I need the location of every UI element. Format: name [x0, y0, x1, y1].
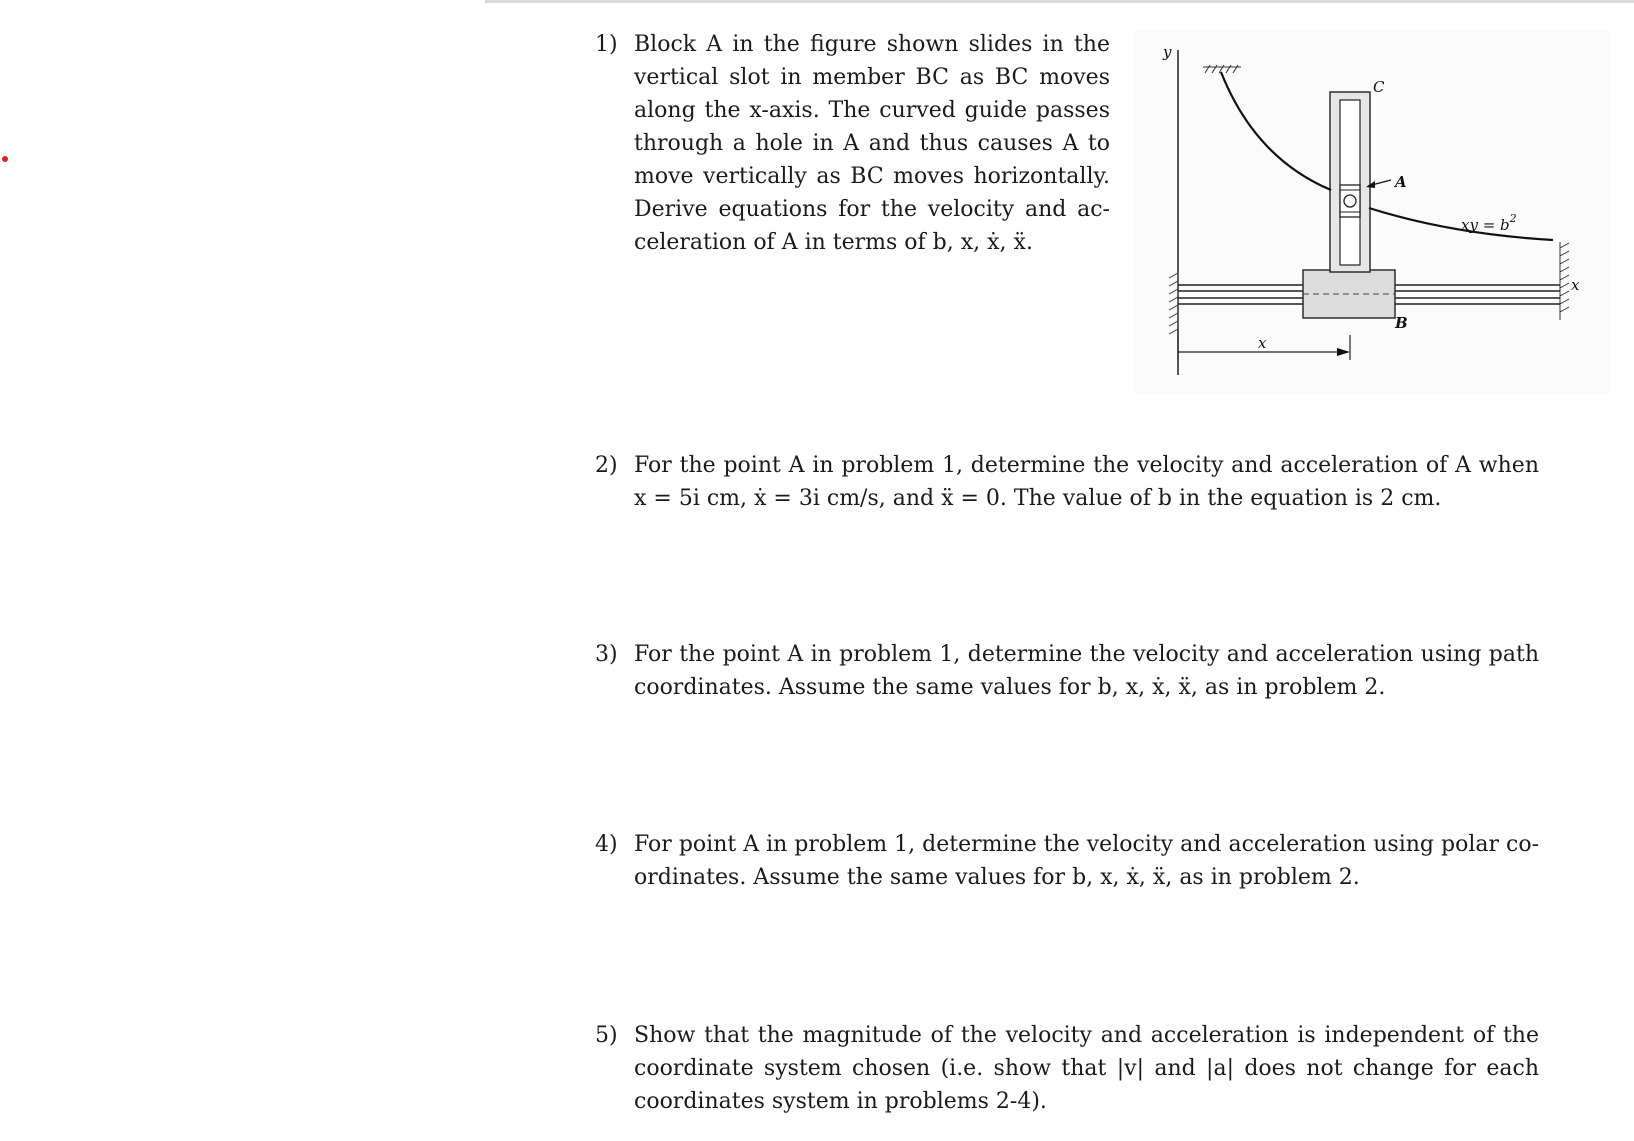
- margin-marker-dot: [2, 156, 8, 162]
- problem-text: [634, 1019, 1539, 1118]
- text-line: Derive equations for the velocity and ac-: [634, 197, 1110, 222]
- text-line: coordinate system chosen (i.e. show that |v| and |a| does not change for each: [634, 1056, 1539, 1081]
- vertical-slot: [1340, 100, 1360, 265]
- top-divider: [485, 0, 1634, 3]
- problem-number: 5): [595, 1023, 618, 1048]
- label-b: B: [1395, 314, 1408, 332]
- guide-hole: [1344, 195, 1356, 207]
- problem-text: [634, 449, 1539, 515]
- text-line: For the point A in problem 1, determine the velocity and acceleration of A when: [634, 453, 1539, 478]
- problem-text: [634, 28, 1110, 259]
- text-line: move vertically as BC moves horizontally.: [634, 164, 1110, 189]
- text-line: along the x-axis. The curved guide passes: [634, 98, 1110, 123]
- y-axis-label: y: [1163, 43, 1172, 61]
- label-a: A: [1395, 173, 1407, 191]
- text-line: For the point A in problem 1, determine the velocity and acceleration using path: [634, 642, 1539, 667]
- x-dimension-label: x: [1258, 334, 1267, 352]
- problem-number: 2): [595, 453, 618, 478]
- text-line: x = 5i cm, ẋ = 3i cm/s, and ẍ = 0. The value of b in the equation is 2 cm.: [634, 486, 1442, 511]
- mechanism-figure: [1133, 30, 1609, 394]
- problem-text: [634, 828, 1539, 894]
- equation-text: xy = b: [1461, 216, 1510, 234]
- text-line: coordinates system in problems 2-4).: [634, 1089, 1047, 1114]
- problem-number: 4): [595, 832, 618, 857]
- text-line: through a hole in A and thus causes A to: [634, 131, 1110, 156]
- text-line: For point A in problem 1, determine the velocity and acceleration using polar co-: [634, 832, 1539, 857]
- label-c: C: [1373, 78, 1385, 96]
- text-line: ordinates. Assume the same values for b, x, ẋ, ẍ, as in problem 2.: [634, 865, 1360, 890]
- text-line: Show that the magnitude of the velocity and acceleration is independent of the: [634, 1023, 1539, 1048]
- problem-text: [634, 638, 1539, 704]
- problem-number: 1): [595, 32, 618, 57]
- text-line: vertical slot in member BC as BC moves: [634, 65, 1110, 90]
- curve-equation: [1461, 212, 1517, 234]
- text-line: Block A in the figure shown slides in the: [634, 32, 1110, 57]
- text-line: coordinates. Assume the same values for b, x, ẋ, ẍ, as in problem 2.: [634, 675, 1386, 700]
- problem-number: 3): [595, 642, 618, 667]
- equation-exponent: 2: [1509, 212, 1517, 225]
- text-line: celeration of A in terms of b, x, ẋ, ẍ.: [634, 230, 1033, 255]
- x-axis-label: x: [1571, 276, 1580, 294]
